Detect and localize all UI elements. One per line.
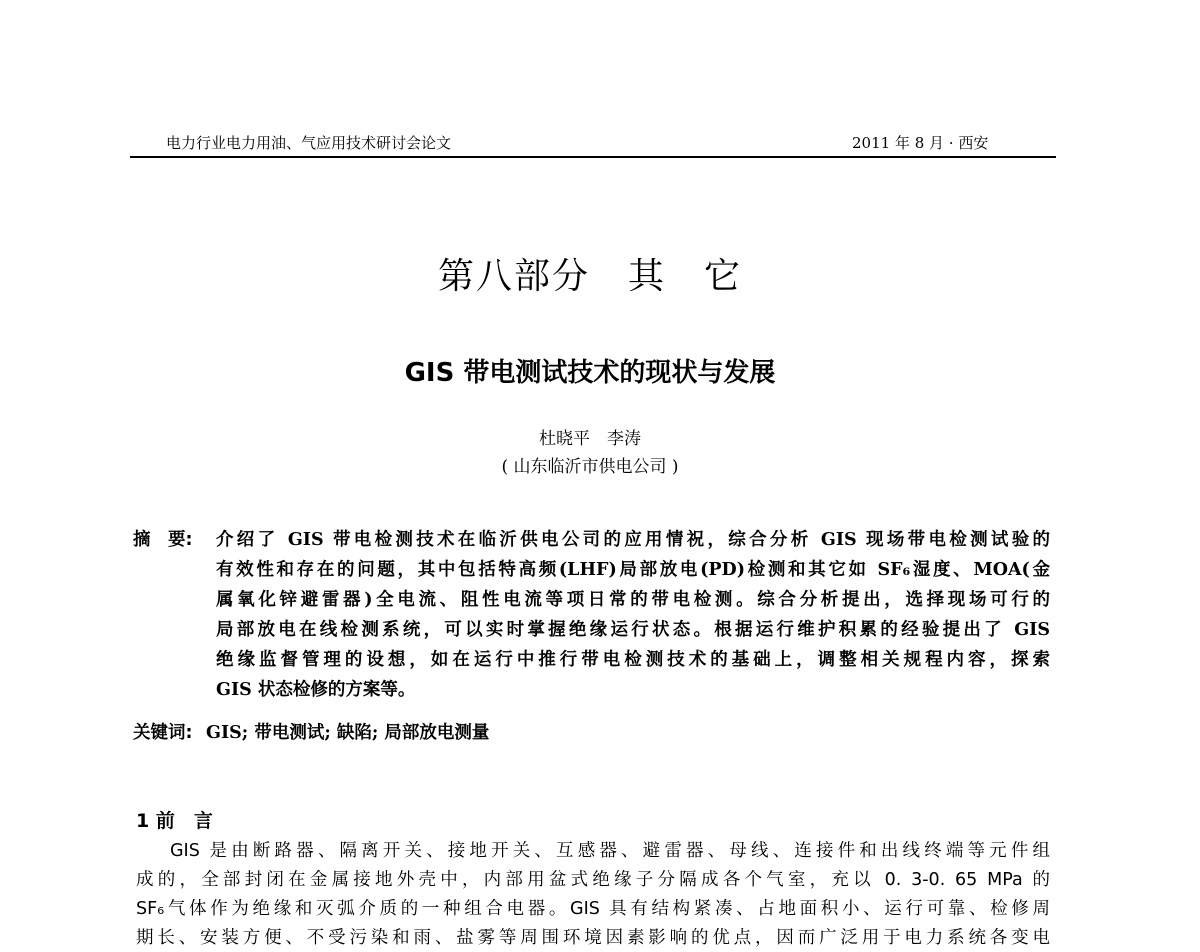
abstract-line: 局部放电在线检测系统，可以实时掌握绝缘运行状态。根据运行维护积累的经验提出了 GIS xyxy=(216,620,1050,640)
keywords-text: GIS; 带电测试; 缺陷; 局部放电测量 xyxy=(206,723,490,743)
abstract-line: 介绍了 GIS 带电检测技术在临沂供电公司的应用情祝，综合分析 GIS 现场带电检测试验的 xyxy=(216,530,1050,550)
authors: 杜晓平 李涛 xyxy=(539,429,641,449)
running-header-right: 2011 年 8 月 · 西安 xyxy=(852,134,989,152)
affiliation: ( 山东临沂市供电公司 ) xyxy=(501,457,679,477)
abstract-line: GIS 状态检修的方案等。 xyxy=(216,680,416,700)
body-line: 期长、安装方便、不受污染和雨、盐雾等周围环境因素影响的优点，因而广泛用于电力系统各变电 xyxy=(136,928,1050,948)
body-line: 成的，全部封闭在金属接地外壳中，内部用盆式绝缘子分隔成各个气室，充以 0. 3-0. 65 MPa 的 xyxy=(136,870,1050,890)
abstract-line: 属氧化锌避雷器)全电流、阻性电流等项日常的带电检测。综合分析提出，选择现场可行的 xyxy=(216,590,1050,610)
abstract-label: 摘 要: xyxy=(133,530,193,550)
abstract-line: 绝缘监督管理的设想，如在运行中推行带电检测技术的基础上，调整相关规程内容，探索 xyxy=(216,650,1050,670)
part-title: 第八部分 其 它 xyxy=(437,256,742,297)
section-heading: 1 前 言 xyxy=(136,810,213,832)
header-rule xyxy=(130,156,1056,158)
abstract-line: 有效性和存在的问题，其中包括特高频(LHF)局部放电(PD)检测和其它如 SF₆湿度、MOA(金 xyxy=(216,560,1050,580)
paper-title: GIS 带电测试技术的现状与发展 xyxy=(404,358,776,388)
body-line: SF₆气体作为绝缘和灭弧介质的一种组合电器。GIS 具有结构紧凑、占地面积小、运行可靠、检修周 xyxy=(136,899,1050,919)
running-header-left: 电力行业电力用油、气应用技术研讨会论文 xyxy=(166,134,452,152)
keywords-label: 关键词: xyxy=(133,723,193,743)
body-line: GIS 是由断路器、隔离开关、接地开关、互感器、避雷器、母线、连接件和出线终端等元件组 xyxy=(170,841,1050,861)
